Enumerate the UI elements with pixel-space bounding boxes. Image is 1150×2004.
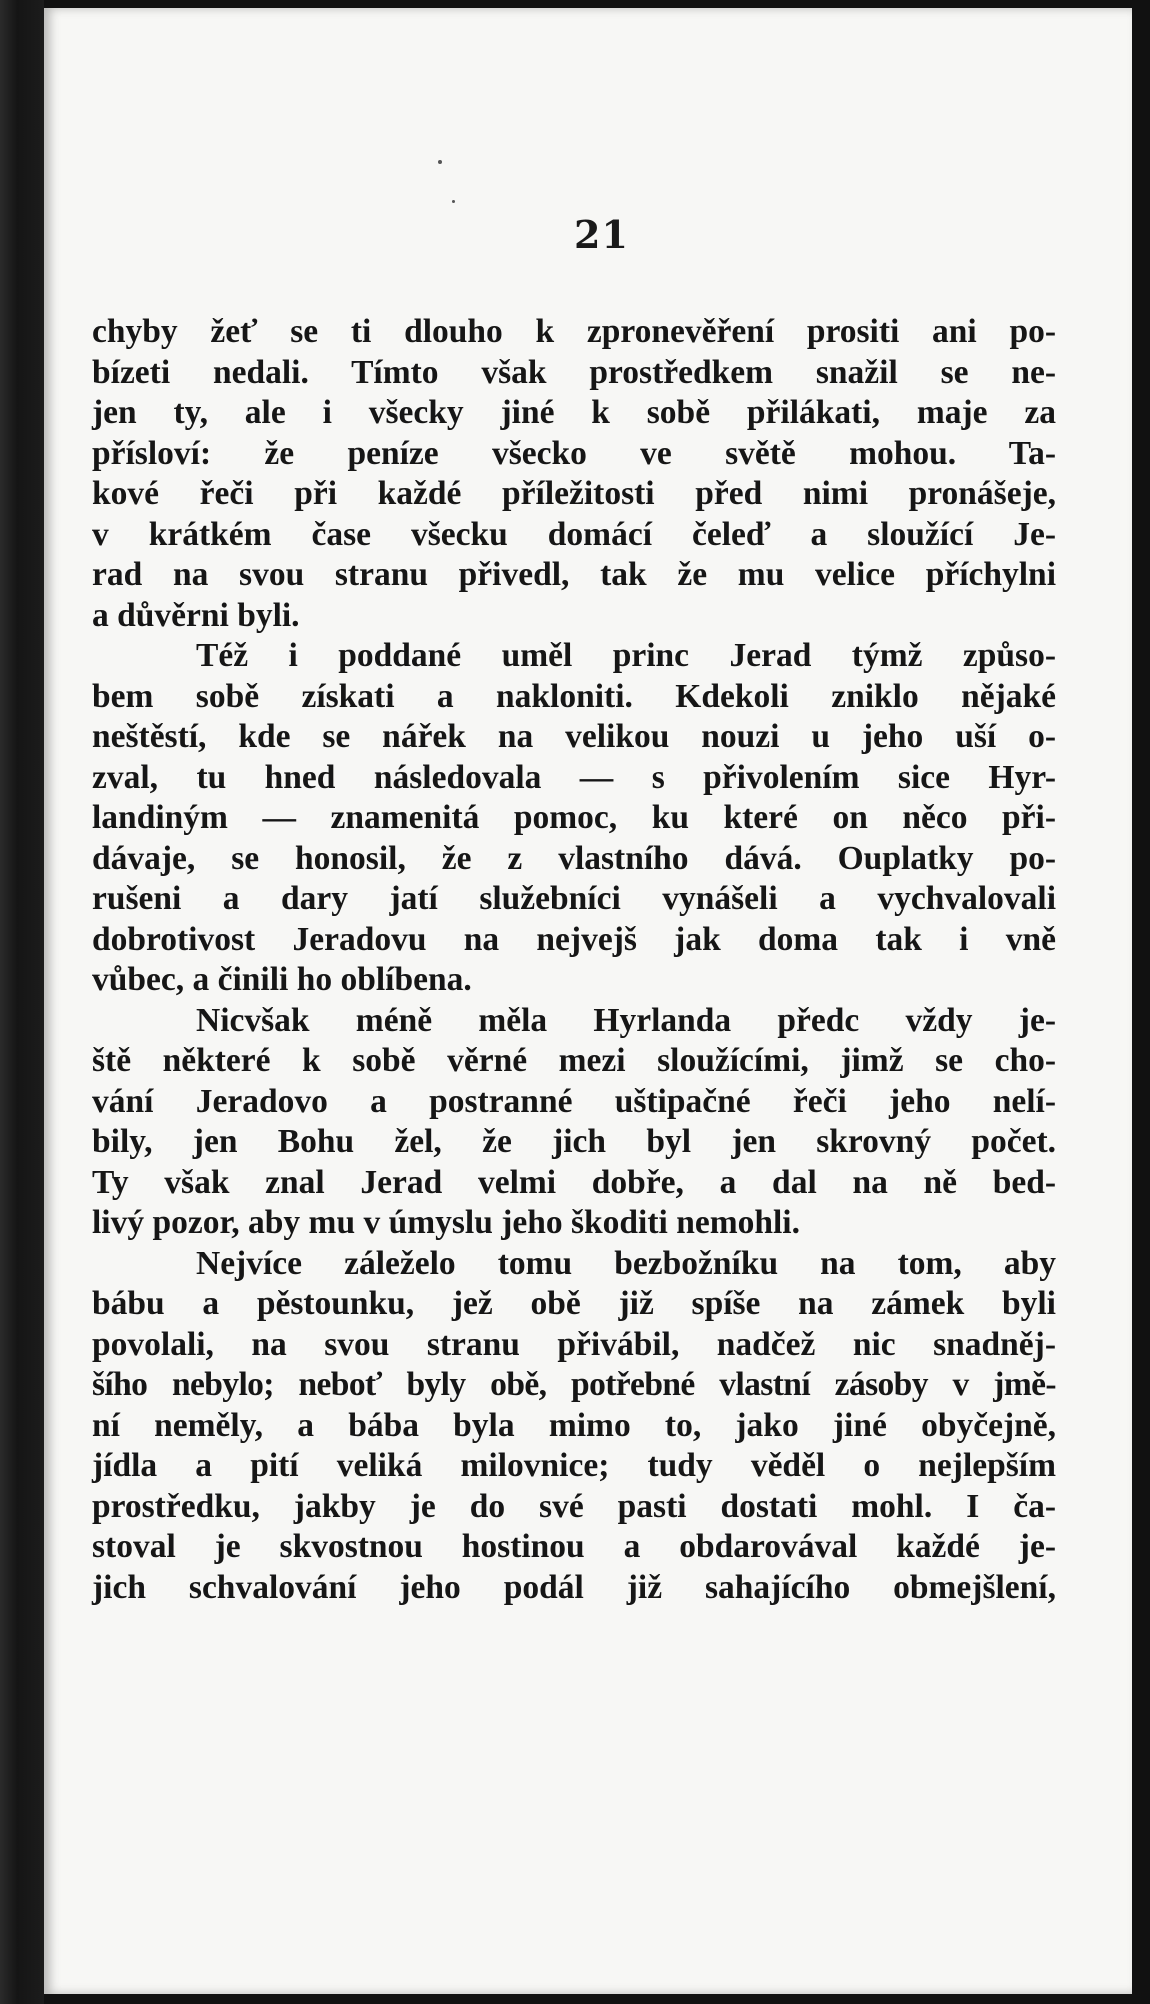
book-page	[44, 8, 1132, 1994]
text-line: dobrotivost Jeradovu na nejvejš jak doma tak i vně	[92, 920, 1056, 958]
text-line: bízeti nedali. Tímto však prostředkem snažil se ne-	[92, 353, 1056, 391]
scan-speck	[452, 200, 455, 203]
text-line: kové řeči při každé příležitosti před nimi pronášeje,	[92, 475, 1056, 512]
page-number: 21	[574, 212, 629, 257]
text-line: vání Jeradovo a postranné uštipačné řeči jeho nelí-	[92, 1082, 1056, 1120]
text-line: ní neměly, a bába byla mimo to, jako jiné obyčejně,	[92, 1406, 1056, 1444]
body-text	[92, 312, 1056, 1608]
text-line: jen ty, ale i všecky jiné k sobě přilákati, maje za	[92, 394, 1056, 431]
text-line: bily, jen Bohu žel, že jich byl jen skrovný počet.	[92, 1123, 1056, 1160]
text-line: rad na svou stranu přivedl, tak že mu velice příchylni	[92, 556, 1056, 593]
text-line: neštěstí, kde se nářek na velikou nouzi u jeho uší o-	[92, 718, 1056, 755]
text-line: přísloví: že peníze všecko ve světě mohou. Ta-	[92, 434, 1056, 472]
text-line: Ty však znal Jerad velmi dobře, a dal na ně bed-	[92, 1163, 1056, 1201]
text-line: bábu a pěstounku, jež obě již spíše na zámek byli	[92, 1285, 1056, 1322]
text-line: a důvěrni byli.	[92, 596, 300, 634]
scan-speck	[438, 160, 442, 164]
text-line: stoval je skvostnou hostinou a obdarovával každé je-	[92, 1528, 1056, 1565]
text-line: vůbec, a činili ho oblíbena.	[92, 961, 472, 998]
text-line: šího nebylo; neboť byly obě, potřebné vlastní zásoby v jmě-	[92, 1366, 1056, 1403]
text-line: jich schvalování jeho podál již sahajícího obmejšlení,	[92, 1568, 1056, 1606]
text-line: landiným — znamenitá pomoc, ku které on něco při-	[92, 799, 1056, 836]
text-line: Nicvšak méně měla Hyrlanda předc vždy je-	[196, 1001, 1056, 1039]
text-line: povolali, na svou stranu přivábil, nadčež nic snadněj-	[92, 1325, 1056, 1363]
text-line: zval, tu hned následovala — s přivolením sice Hyr-	[92, 758, 1056, 796]
text-line: Nejvíce záleželo tomu bezbožníku na tom, aby	[196, 1244, 1056, 1282]
text-line: prostředku, jakby je do své pasti dostati mohl. I ča-	[92, 1487, 1056, 1525]
text-line: jídla a pití veliká milovnice; tudy věděl o nejlepším	[92, 1447, 1056, 1484]
text-line: bem sobě získati a nakloniti. Kdekoli zniklo nějaké	[92, 677, 1056, 715]
book-spine-edge	[0, 0, 44, 2004]
text-line: v krátkém čase všecku domácí čeleď a sloužící Je-	[92, 515, 1056, 553]
text-line: ště některé k sobě věrné mezi sloužícími, jimž se cho-	[92, 1042, 1056, 1079]
text-line: dávaje, se honosil, že z vlastního dává. Ouplatky po-	[92, 839, 1056, 877]
text-line: rušeni a dary jatí služebníci vynášeli a vychvalovali	[92, 880, 1056, 917]
text-line: Též i poddané uměl princ Jerad týmž způso-	[196, 637, 1056, 674]
text-line: chyby žeť se ti dlouho k zpronevěření prositi ani po-	[92, 313, 1056, 350]
text-line: livý pozor, aby mu v úmyslu jeho škoditi nemohli.	[92, 1204, 800, 1241]
